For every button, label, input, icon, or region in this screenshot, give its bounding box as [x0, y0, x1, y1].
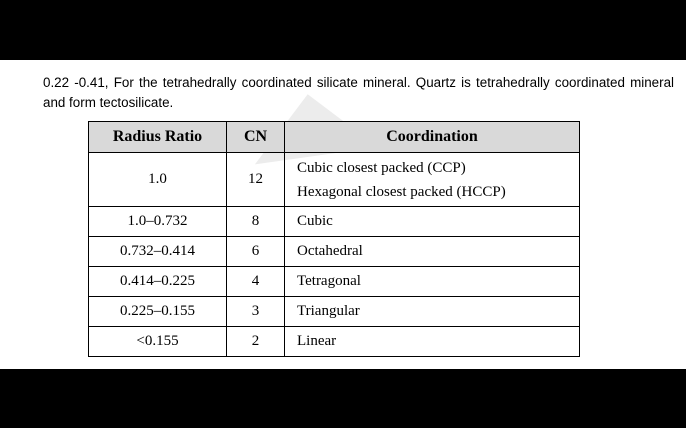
table-row	[89, 297, 580, 327]
coordination-line: Cubic closest packed (CCP)	[297, 159, 466, 176]
table-row	[89, 327, 580, 357]
cell-cn: 4	[227, 267, 285, 297]
cell-coordination: Tetragonal	[285, 267, 580, 297]
cell-radius-ratio: 1.0–0.732	[89, 207, 227, 237]
cell-coordination: Cubic	[285, 207, 580, 237]
cell-cn: 3	[227, 297, 285, 327]
cell-coordination: Linear	[285, 327, 580, 357]
header-radius-ratio: Radius Ratio	[89, 122, 227, 153]
table-row	[89, 237, 580, 267]
cell-cn: 2	[227, 327, 285, 357]
cell-cn: 8	[227, 207, 285, 237]
cell-radius-ratio: <0.155	[89, 327, 227, 357]
cell-radius-ratio: 1.0	[89, 153, 227, 207]
table-row	[89, 153, 580, 207]
cell-coordination	[285, 153, 580, 207]
cell-cn: 12	[227, 153, 285, 207]
cell-radius-ratio: 0.732–0.414	[89, 237, 227, 267]
table-header-row	[89, 122, 580, 153]
table-row	[89, 207, 580, 237]
header-cn: CN	[227, 122, 285, 153]
cell-radius-ratio: 0.225–0.155	[89, 297, 227, 327]
cell-coordination: Triangular	[285, 297, 580, 327]
cell-coordination: Octahedral	[285, 237, 580, 267]
table-row	[89, 267, 580, 297]
header-coordination: Coordination	[285, 122, 580, 153]
coordination-line: Hexagonal closest packed (HCCP)	[297, 183, 506, 200]
intro-paragraph: 0.22 -0.41, For the tetrahedrally coordinated silicate mineral. Quartz is tetrahedrally coordinated mineral and form tectosilicate.	[43, 75, 674, 110]
cell-cn: 6	[227, 237, 285, 267]
radius-ratio-table	[88, 121, 580, 357]
document-page	[0, 60, 686, 369]
cell-radius-ratio: 0.414–0.225	[89, 267, 227, 297]
